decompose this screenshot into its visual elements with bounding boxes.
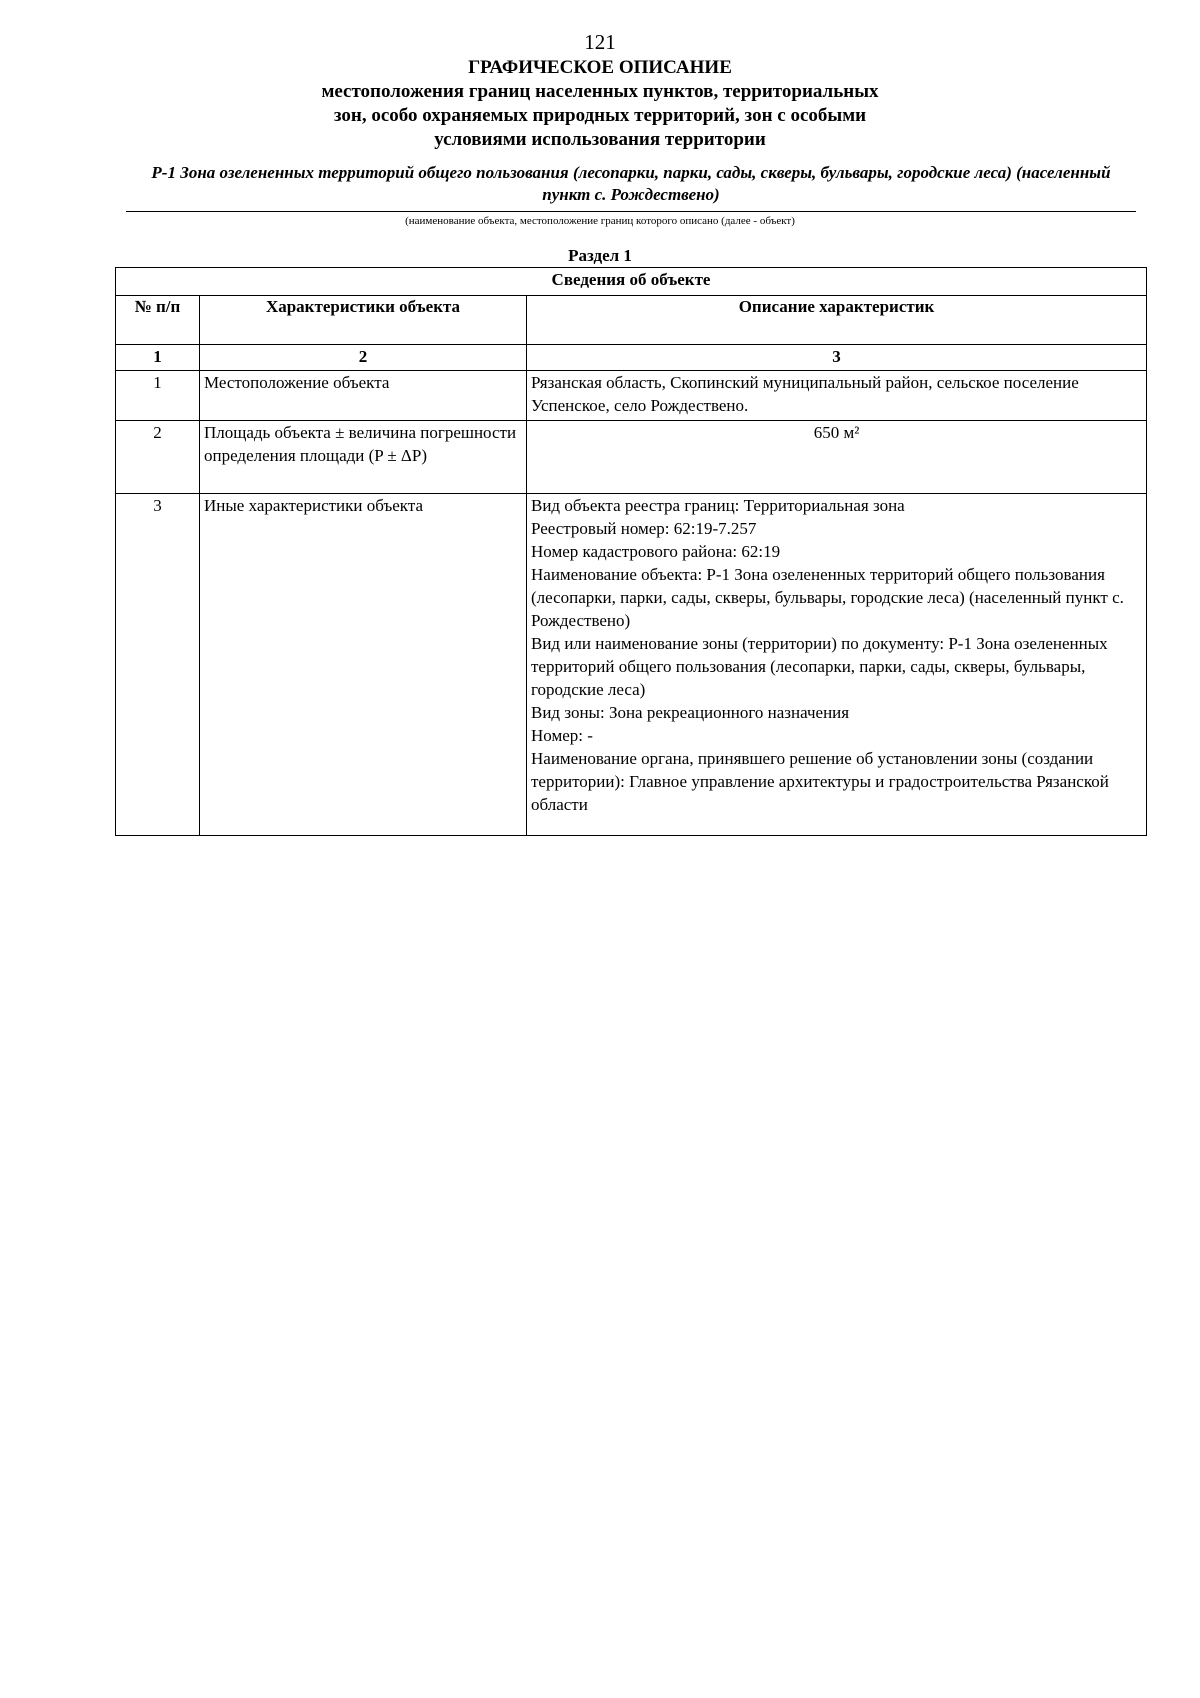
description-line: Наименование органа, принявшего решение об установлении зоны (создании территории): Главное управление архитектуры и градостроительства Рязанской области (531, 749, 1109, 814)
header-description: Описание характеристик (527, 296, 1147, 345)
description-line: Номер: - (531, 726, 593, 745)
object-name-caption: (наименование объекта, местоположение границ которого описано (далее - объект) (405, 215, 795, 227)
description-line: Номер кадастрового района: 62:19 (531, 542, 781, 561)
object-info-table (115, 267, 1147, 836)
title-line-3: зон, особо охраняемых природных территорий, зон с особыми (333, 105, 867, 126)
column-number-1: 1 (116, 345, 200, 371)
row-description: 650 м² (527, 421, 1147, 494)
description-line: Вид зоны: Зона рекреационного назначения (531, 703, 850, 722)
header-number: № п/п (116, 296, 200, 345)
description-line: Реестровый номер: 62:19-7.257 (531, 519, 757, 538)
title-line-4: условиями использования территории (434, 129, 766, 150)
row-description: Рязанская область, Скопинский муниципальный район, сельское поселение Успенское, село Рождествено. (527, 371, 1147, 421)
table-row (116, 421, 1147, 494)
row-characteristic: Местоположение объекта (200, 371, 527, 421)
object-name: Р-1 Зона озелененных территорий общего пользования (лесопарки, парки, сады, скверы, бульвары, городские леса) (населенный пункт с. Рождествено) (151, 163, 1111, 204)
section-heading: Раздел 1 (568, 246, 632, 265)
table-caption: Сведения об объекте (116, 268, 1147, 296)
column-number-3: 3 (527, 345, 1147, 371)
object-name-underline (126, 211, 1136, 212)
row-number: 3 (116, 494, 200, 836)
row-characteristic: Иные характеристики объекта (200, 494, 527, 836)
header-characteristic: Характеристики объекта (200, 296, 527, 345)
description-line: Вид объекта реестра границ: Территориальная зона (531, 496, 905, 515)
column-number-2: 2 (200, 345, 527, 371)
row-number: 2 (116, 421, 200, 494)
row-description (527, 494, 1147, 836)
row-number: 1 (116, 371, 200, 421)
page-number: 121 (584, 30, 616, 54)
table-row (116, 494, 1147, 836)
document-title (0, 56, 1200, 152)
description-line: Вид или наименование зоны (территории) по документу: Р-1 Зона озелененных территорий общего пользования (лесопарки, парки, сады, скверы, бульвары, городские леса) (531, 634, 1108, 699)
table-row (116, 371, 1147, 421)
description-line: Наименование объекта: Р-1 Зона озелененных территорий общего пользования (лесопарки, парки, сады, скверы, бульвары, городские леса) (населенный пункт с. Рождествено) (531, 565, 1124, 630)
title-line-2: местоположения границ населенных пунктов, территориальных (321, 81, 879, 102)
row-characteristic: Площадь объекта ± величина погрешности определения площади (P ± ΔP) (200, 421, 527, 494)
title-line-1: ГРАФИЧЕСКОЕ ОПИСАНИЕ (468, 57, 732, 78)
